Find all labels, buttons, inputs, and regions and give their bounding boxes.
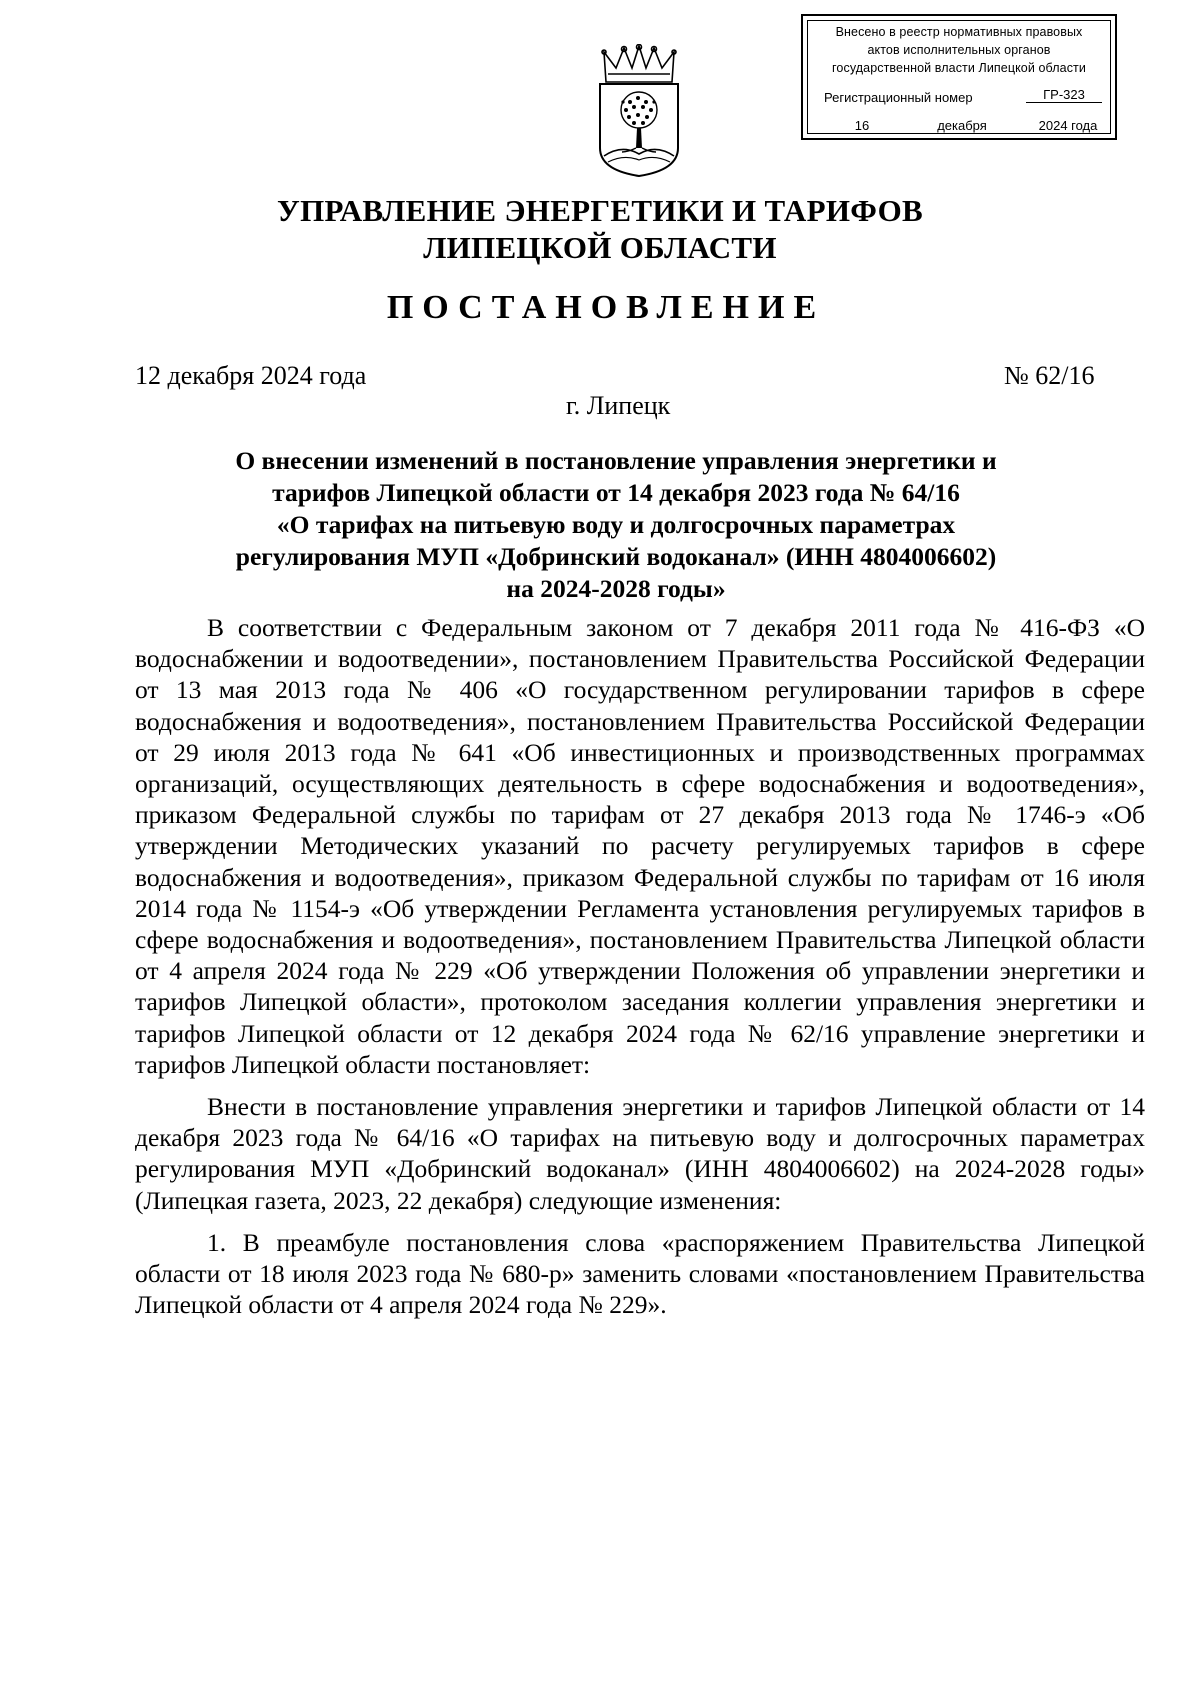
document-type-title: ПОСТАНОВЛЕНИЕ (386, 289, 826, 326)
document-number: № 62/16 (1004, 361, 1095, 390)
subject-line-5: на 2024-2028 годы» (506, 574, 726, 603)
body-paragraph-1: В соответствии с Федеральным законом от 7 декабря 2011 года № 416-ФЗ «О водоснабжении и водоотведении», постановлением Правительства Российской Федерации от 13 мая 2013 года № 406 «О государственном регулировании тарифов в сфере водоснабжения и водоотведения», постановлением Правительства Российской Федерации от 29 июля 2013 года № 641 «Об инвестиционных и производственных программах организаций, осуществляющих деятельность в сфере водоснабжения и водоотведения», приказом Федеральной службы по тарифам от 27 декабря 2013 года № 1746-э «Об утверждении Методических указаний по расчету регулируемых тарифов в сфере водоснабжения и водоотведения», приказом Федеральной службы по тарифам от 16 июля 2014 года № 1154-э «Об утверждении Регламента установления регулируемых тарифов в сфере водоснабжения и водоотведения», постановлением Правительства Липецкой области от 4 апреля 2024 года № 229 «Об утверждении Положения об управлении энергетики и тарифов Липецкой области», протоколом заседания коллегии управления энергетики и тарифов Липецкой области от 12 декабря 2024 года № 62/16 управление энергетики и тарифов Липецкой области постановляет: (135, 613, 1145, 1079)
stamp-line-2: актов исполнительных органов (867, 43, 1051, 57)
stamp-inner-border (807, 20, 1111, 134)
subject-line-2: тарифов Липецкой области от 14 декабря 2023 года № 64/16 (272, 478, 960, 507)
lipetsk-coat-of-arms-icon (594, 44, 684, 179)
document-body (135, 612, 1145, 1320)
body-paragraph-2: Внести в постановление управления энергетики и тарифов Липецкой области от 14 декабря 2023 года № 64/16 «О тарифах на питьевую воду и долгосрочных параметрах регулирования МУП «Добринский водоканал» (ИНН 4804006602) на 2024-2028 годы» (Липецкая газета, 2023, 22 декабря) следующие изменения: (135, 1092, 1145, 1215)
stamp-reg-label: Регистрационный номер (824, 90, 973, 105)
document-date: 12 декабря 2024 года (135, 361, 367, 390)
document-city: г. Липецк (566, 391, 671, 420)
subject-line-1: О внесении изменений в постановление управления энергетики и (235, 446, 997, 475)
stamp-line-1: Внесено в реестр нормативных правовых (835, 25, 1083, 39)
stamp-day: 16 (830, 118, 894, 134)
organization-title-line-1: УПРАВЛЕНИЕ ЭНЕРГЕТИКИ И ТАРИФОВ (277, 193, 923, 228)
organization-title-line-2: ЛИПЕЦКОЙ ОБЛАСТИ (423, 230, 777, 265)
stamp-month: декабря (914, 118, 1010, 134)
subject-line-3: «О тарифах на питьевую воду и долгосрочных параметрах (276, 510, 956, 539)
stamp-line-3: государственной власти Липецкой области (832, 61, 1086, 75)
registration-stamp (801, 14, 1117, 140)
stamp-reg-number: ГР-323 (1026, 87, 1102, 103)
body-paragraph-3: 1. В преамбуле постановления слова «распоряжением Правительства Липецкой области от 18 июля 2023 года № 680-р» заменить словами «постановлением Правительства Липецкой области от 4 апреля 2024 года № 229». (135, 1227, 1145, 1320)
subject-line-4: регулирования МУП «Добринский водоканал» (ИНН 4804006602) (235, 542, 997, 571)
stamp-year: 2024 года (1026, 118, 1110, 134)
